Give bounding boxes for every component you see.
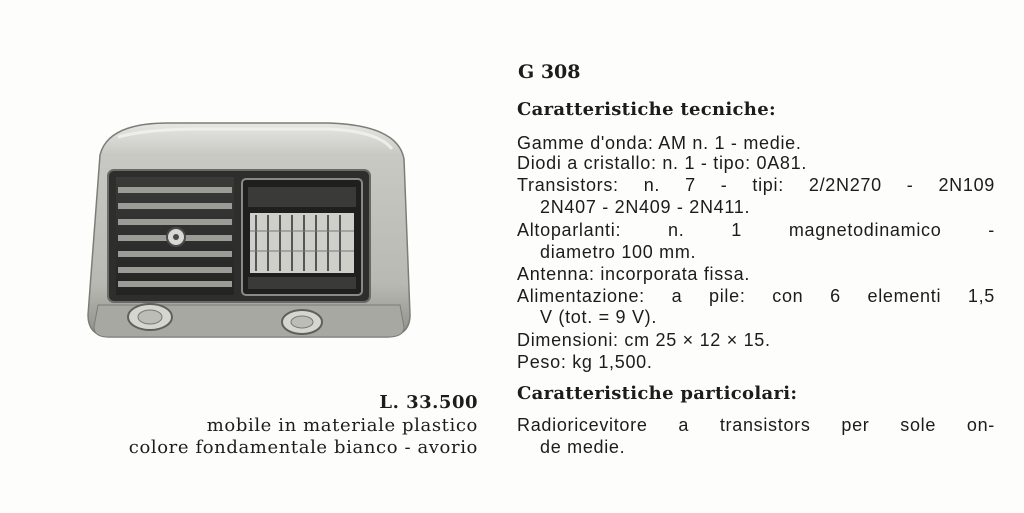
spec-transistors-cont: 2N407 - 2N409 - 2N411. [540, 197, 751, 217]
spec-transistors: Transistors: n. 7 - tipi: 2/2N270 - 2N109 [517, 175, 995, 195]
special-description-cont: de medie. [540, 437, 626, 457]
spec-speakers-cont: diametro 100 mm. [540, 242, 697, 262]
caption-line-material: mobile in materiale plastico [206, 415, 478, 436]
spec-dimensions: Dimensioni: cm 25 × 12 × 15. [517, 330, 771, 350]
radio-photo [78, 115, 418, 350]
price: L. 33.500 [379, 392, 478, 413]
tuning-dial [242, 179, 362, 295]
spec-weight: Peso: kg 1,500. [517, 352, 653, 372]
spec-power-cont: V (tot. = 9 V). [540, 307, 658, 327]
special-description: Radioricevitore a transistors per sole on- [517, 415, 995, 435]
spec-wavebands: Gamme d'onda: AM n. 1 - medie. [517, 133, 802, 153]
right-knob [282, 310, 322, 334]
spec-power: Alimentazione: a pile: con 6 elementi 1,5 [517, 286, 995, 306]
model-number: G 308 [518, 61, 581, 83]
special-features-heading: Caratteristiche particolari: [517, 383, 798, 404]
left-knob [128, 304, 172, 330]
caption-line-color: colore fondamentale bianco - avorio [128, 437, 478, 458]
spec-antenna: Antenna: incorporata fissa. [517, 264, 751, 284]
tech-specs-heading: Caratteristiche tecniche: [517, 99, 776, 120]
spec-diodes: Diodi a cristallo: n. 1 - tipo: 0A81. [517, 153, 808, 173]
spec-speakers: Altoparlanti: n. 1 magnetodinamico - [517, 220, 995, 240]
